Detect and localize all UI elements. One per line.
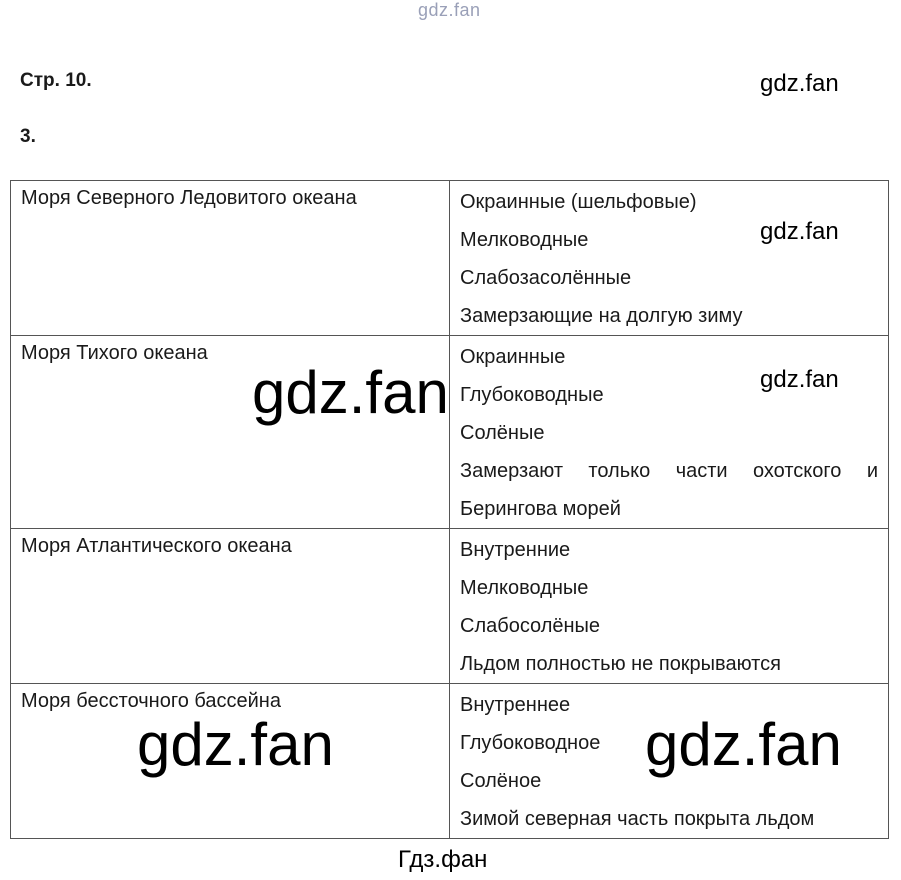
- sea-name: Моря Атлантического океана: [21, 535, 292, 557]
- watermark: gdz.fan: [645, 711, 842, 778]
- watermark: gdz.fan: [760, 70, 839, 97]
- watermark: gdz.fan: [252, 359, 449, 426]
- property-item: Глубоководное: [460, 732, 601, 754]
- property-item: Мелководные: [460, 577, 589, 599]
- property-item: Слабозасолённые: [460, 267, 632, 289]
- property-item: Слабосолёные: [460, 615, 601, 637]
- property-item: Солёное: [460, 770, 542, 792]
- properties-cell: [450, 181, 889, 336]
- property-item: Внутренние: [460, 539, 571, 561]
- task-number: 3.: [20, 126, 36, 147]
- properties-cell: [450, 336, 889, 529]
- sea-cell: [11, 181, 450, 336]
- table-row: [11, 336, 889, 529]
- watermark: gdz.fan: [760, 218, 839, 245]
- watermark: gdz.fan: [137, 711, 334, 778]
- property-item: Льдом полностью не покрываются: [460, 653, 781, 675]
- property-item: Берингова морей: [460, 498, 621, 520]
- sea-name: Моря Северного Ледовитого океана: [21, 187, 357, 209]
- property-item: Глубоководные: [460, 384, 604, 406]
- property-item: Мелководные: [460, 229, 589, 251]
- table-row: [11, 181, 889, 336]
- footer-watermark: Гдз.фан: [398, 846, 488, 873]
- top-watermark: gdz.fan: [418, 0, 481, 20]
- sea-name: Моря Тихого океана: [21, 342, 208, 364]
- watermark: gdz.fan: [760, 366, 839, 393]
- property-item: Замерзают только части охотского и: [460, 460, 878, 482]
- properties-cell: [450, 529, 889, 684]
- property-item: Окраинные (шельфовые): [460, 191, 697, 213]
- property-item: Замерзающие на долгую зиму: [460, 305, 743, 327]
- table-row: [11, 529, 889, 684]
- property-item: Солёные: [460, 422, 545, 444]
- property-item: Внутреннее: [460, 694, 571, 716]
- sea-name: Моря бессточного бассейна: [21, 690, 281, 712]
- page-heading: Стр. 10.: [20, 70, 92, 91]
- property-item: Зимой северная часть покрыта льдом: [460, 808, 815, 830]
- sea-cell: [11, 529, 450, 684]
- property-item: Окраинные: [460, 346, 566, 368]
